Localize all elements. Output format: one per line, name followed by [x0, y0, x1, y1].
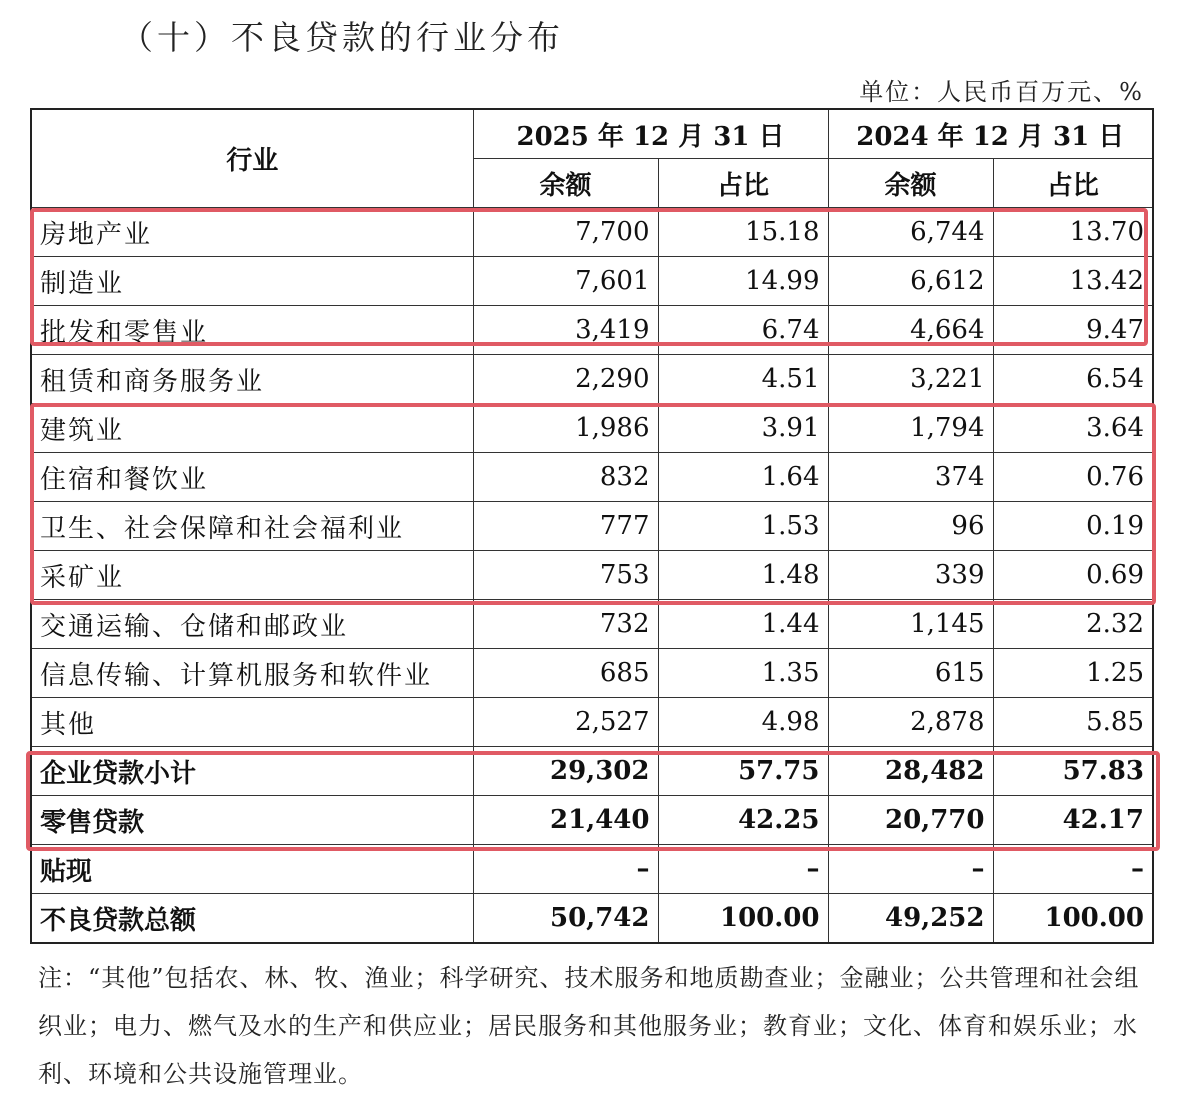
table-row [31, 649, 1153, 698]
row-balance-2024: 339 [828, 551, 993, 600]
row-ratio-2024: – [993, 845, 1153, 894]
row-industry: 其他 [31, 698, 473, 747]
total-row [31, 796, 1153, 845]
row-industry: 零售贷款 [31, 796, 473, 845]
row-balance-2025: 777 [473, 502, 658, 551]
header-ratio-2025: 占比 [658, 159, 828, 208]
header-period-2024: 2024 年 12 月 31 日 [828, 109, 1153, 159]
row-industry: 租赁和商务服务业 [31, 355, 473, 404]
row-ratio-2024: 2.32 [993, 600, 1153, 649]
row-ratio-2025: 57.75 [658, 747, 828, 796]
row-ratio-2025: 100.00 [658, 894, 828, 944]
row-ratio-2024: 57.83 [993, 747, 1153, 796]
table-row [31, 257, 1153, 306]
row-balance-2025: 1,986 [473, 404, 658, 453]
row-balance-2025: 29,302 [473, 747, 658, 796]
row-ratio-2024: 5.85 [993, 698, 1153, 747]
row-balance-2025: 2,290 [473, 355, 658, 404]
header-balance-2024: 余额 [828, 159, 993, 208]
row-industry: 建筑业 [31, 404, 473, 453]
row-balance-2025: 21,440 [473, 796, 658, 845]
row-balance-2025: 7,700 [473, 208, 658, 257]
row-ratio-2025: 4.51 [658, 355, 828, 404]
table-row [31, 208, 1153, 257]
row-balance-2025: 2,527 [473, 698, 658, 747]
row-balance-2024: 2,878 [828, 698, 993, 747]
footnote: 注：“其他”包括农、林、牧、渔业；科学研究、技术服务和地质勘查业；金融业；公共管理和社会组织业；电力、燃气及水的生产和供应业；居民服务和其他服务业；教育业；文化、体育和娱乐业；水利、环境和公共设施管理业。 [38, 964, 1140, 1088]
row-balance-2025: – [473, 845, 658, 894]
row-ratio-2025: 1.44 [658, 600, 828, 649]
row-industry: 住宿和餐饮业 [31, 453, 473, 502]
row-ratio-2025: 6.74 [658, 306, 828, 355]
row-ratio-2024: 0.69 [993, 551, 1153, 600]
row-industry: 制造业 [31, 257, 473, 306]
row-ratio-2024: 0.19 [993, 502, 1153, 551]
row-industry: 采矿业 [31, 551, 473, 600]
row-ratio-2024: 13.70 [993, 208, 1153, 257]
row-balance-2024: 49,252 [828, 894, 993, 944]
row-ratio-2025: – [658, 845, 828, 894]
row-balance-2024: 1,794 [828, 404, 993, 453]
row-balance-2025: 685 [473, 649, 658, 698]
section-title: （十）不良贷款的行业分布 [120, 18, 564, 57]
row-balance-2024: 4,664 [828, 306, 993, 355]
header-ratio-2024: 占比 [993, 159, 1153, 208]
row-balance-2024: 28,482 [828, 747, 993, 796]
row-ratio-2025: 1.35 [658, 649, 828, 698]
table-row [31, 600, 1153, 649]
row-balance-2025: 7,601 [473, 257, 658, 306]
row-balance-2025: 50,742 [473, 894, 658, 944]
table-row [31, 306, 1153, 355]
header-period-2025: 2025 年 12 月 31 日 [473, 109, 828, 159]
npl-industry-table [30, 108, 1154, 944]
row-ratio-2025: 1.53 [658, 502, 828, 551]
row-balance-2025: 3,419 [473, 306, 658, 355]
row-balance-2025: 832 [473, 453, 658, 502]
row-ratio-2024: 42.17 [993, 796, 1153, 845]
row-ratio-2024: 3.64 [993, 404, 1153, 453]
row-industry: 信息传输、计算机服务和软件业 [31, 649, 473, 698]
row-balance-2025: 732 [473, 600, 658, 649]
row-industry: 卫生、社会保障和社会福利业 [31, 502, 473, 551]
row-ratio-2025: 1.64 [658, 453, 828, 502]
row-ratio-2024: 100.00 [993, 894, 1153, 944]
row-industry: 企业贷款小计 [31, 747, 473, 796]
row-balance-2025: 753 [473, 551, 658, 600]
row-balance-2024: 20,770 [828, 796, 993, 845]
table-row [31, 404, 1153, 453]
table-row [31, 355, 1153, 404]
row-industry: 不良贷款总额 [31, 894, 473, 944]
row-balance-2024: 6,744 [828, 208, 993, 257]
row-ratio-2025: 15.18 [658, 208, 828, 257]
table-row [31, 551, 1153, 600]
row-ratio-2025: 3.91 [658, 404, 828, 453]
row-ratio-2025: 4.98 [658, 698, 828, 747]
row-ratio-2025: 42.25 [658, 796, 828, 845]
table-row [31, 502, 1153, 551]
row-balance-2024: 96 [828, 502, 993, 551]
header-balance-2025: 余额 [473, 159, 658, 208]
row-ratio-2025: 1.48 [658, 551, 828, 600]
unit-label: 单位：人民币百万元、% [859, 78, 1144, 106]
row-industry: 房地产业 [31, 208, 473, 257]
header-industry: 行业 [31, 109, 473, 208]
total-row [31, 894, 1153, 944]
row-industry: 批发和零售业 [31, 306, 473, 355]
row-balance-2024: 615 [828, 649, 993, 698]
row-ratio-2024: 0.76 [993, 453, 1153, 502]
total-row [31, 747, 1153, 796]
row-ratio-2025: 14.99 [658, 257, 828, 306]
row-balance-2024: 374 [828, 453, 993, 502]
row-industry: 交通运输、仓储和邮政业 [31, 600, 473, 649]
row-balance-2024: – [828, 845, 993, 894]
total-row [31, 845, 1153, 894]
table-row [31, 453, 1153, 502]
row-balance-2024: 1,145 [828, 600, 993, 649]
table-row [31, 698, 1153, 747]
row-balance-2024: 3,221 [828, 355, 993, 404]
row-ratio-2024: 6.54 [993, 355, 1153, 404]
row-ratio-2024: 1.25 [993, 649, 1153, 698]
row-industry: 贴现 [31, 845, 473, 894]
row-ratio-2024: 9.47 [993, 306, 1153, 355]
row-ratio-2024: 13.42 [993, 257, 1153, 306]
row-balance-2024: 6,612 [828, 257, 993, 306]
